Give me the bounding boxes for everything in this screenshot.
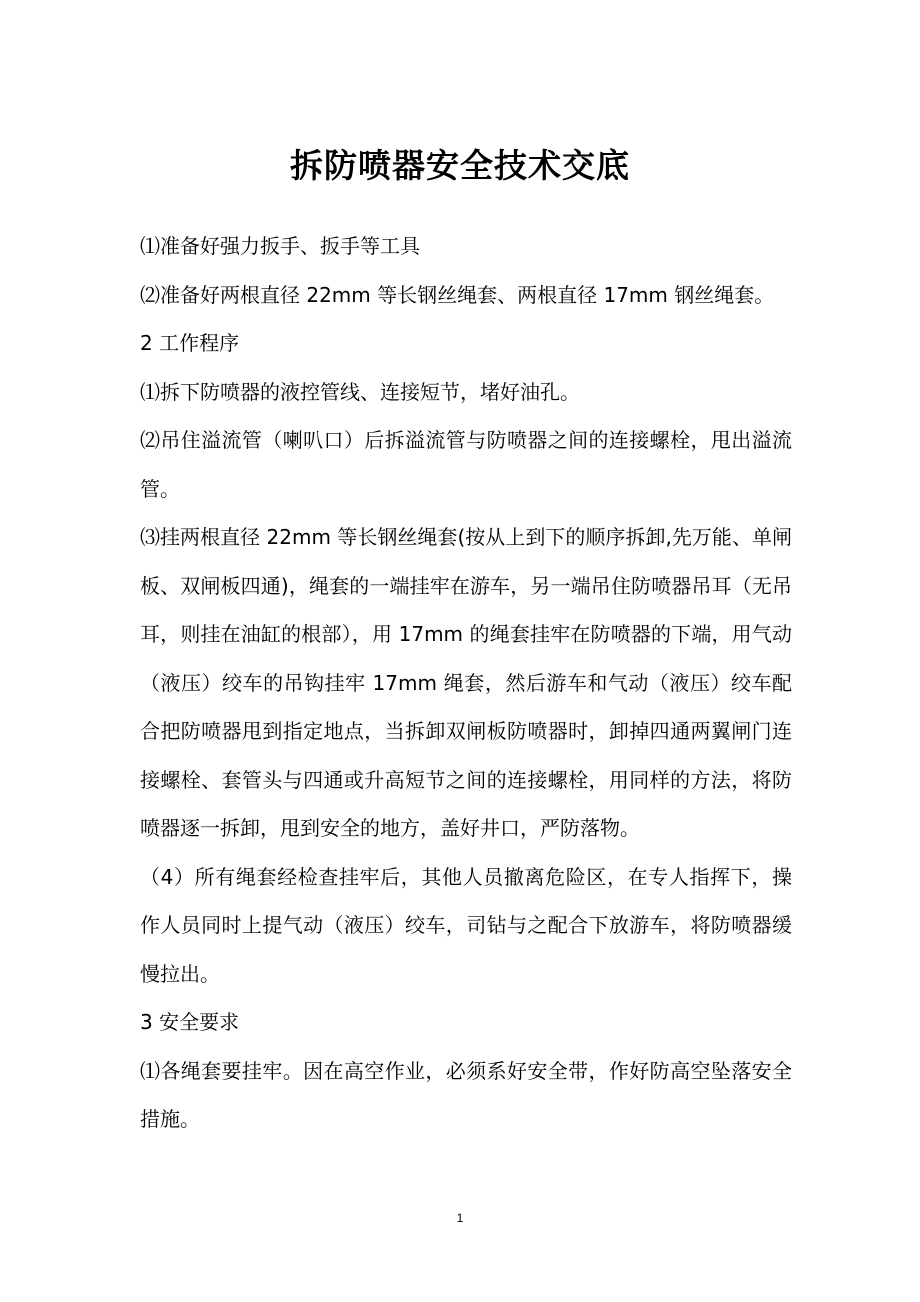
- paragraph-procedure-3: ⑶挂两根直径 22mm 等长钢丝绳套(按从上到下的顺序拆卸,先万能、单闸板、双闸板四通)，绳套的一端挂牢在游车，另一端吊住防喷器吊耳（无吊耳，则挂在油缸的根部），用 17mm 的绳套挂牢在防喷器的下端，用气动（液压）绞车的吊钩挂牢 17mm 绳套，然后游车和气动（液压）绞车配合把防喷器甩到指定地点，当拆卸双闸板防喷器时，卸掉四通两翼闸门连接螺栓、套管头与四通或升高短节之间的连接螺栓，用同样的方法，将防喷器逐一拆卸，甩到安全的地方，盖好井口，严防落物。: [140, 525, 792, 840]
- paragraph-procedure-4: （4）所有绳套经检查挂牢后，其他人员撤离危险区，在专人指挥下，操作人员同时上提气动（液压）绞车，司钻与之配合下放游车，将防喷器缓慢拉出。: [140, 864, 792, 986]
- paragraph-procedure-1: ⑴拆下防喷器的液控管线、连接短节，堵好油孔。: [140, 379, 580, 404]
- paragraph-safety-1: ⑴各绳套要挂牢。因在高空作业，必须系好安全带，作好防高空坠落安全措施。: [140, 1058, 792, 1131]
- document-body: [140, 222, 792, 1144]
- section-heading-safety: 3 安全要求: [140, 1010, 240, 1034]
- paragraph-prep-slings: ⑵准备好两根直径 22mm 等长钢丝绳套、两根直径 17mm 钢丝绳套。: [140, 282, 775, 307]
- page-number: 1: [456, 1211, 464, 1225]
- paragraph-procedure-2: ⑵吊住溢流管（喇叭口）后拆溢流管与防喷器之间的连接螺栓，甩出溢流管。: [140, 428, 792, 501]
- section-heading-procedure: 2 工作程序: [140, 331, 240, 355]
- paragraph-prep-tools: ⑴准备好强力扳手、扳手等工具: [140, 234, 420, 258]
- document-title: 拆防喷器安全技术交底: [290, 146, 630, 185]
